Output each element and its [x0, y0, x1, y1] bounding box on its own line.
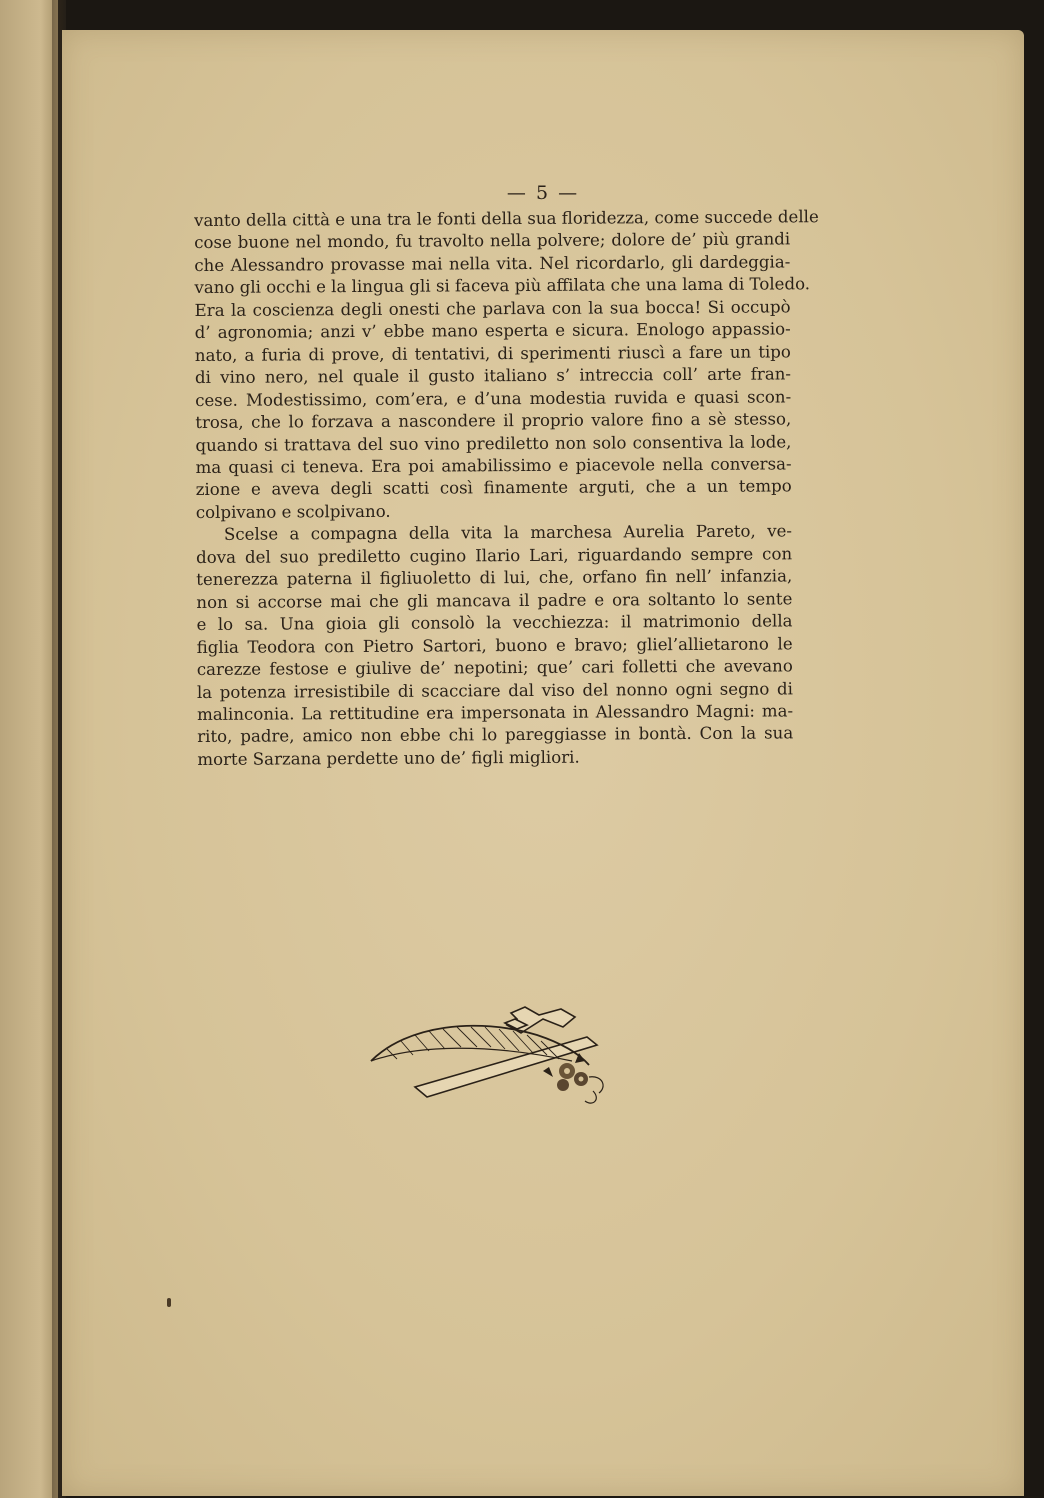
left-page-edge — [0, 0, 58, 1498]
text-line: cose buone nel mondo, fu travolto nella polvere; dolore de’ più grandi — [194, 229, 791, 253]
text-line: malinconia. La rettitudine era impersonata in Alessandro Magni: ma- — [197, 701, 794, 724]
rose-icon — [543, 1053, 603, 1103]
text-line: figlia Teodora con Pietro Sartori, buono e bravo; gliel’allietarono le — [196, 633, 793, 657]
text-line: Scelse a compagna della vita la marchesa Aurelia Pareto, ve- — [223, 521, 793, 545]
cross-feather-ornament — [367, 1005, 617, 1115]
text-line: quando si trattava del suo vino prediletto non solo consentiva la lode, — [195, 431, 792, 455]
text-line: di vino nero, nel quale il gusto italiano s’ intreccia coll’ arte fran- — [194, 364, 792, 388]
text-line: carezze festose e giulive de’ nepotini; que’ cari folletti che avevano — [196, 656, 793, 680]
text-line: la potenza irresistibile di scacciare dal viso del nonno ogni segno di — [196, 678, 793, 702]
text-line: Era la coscienza degli onesti che parlava con la sua bocca! Si occupò — [194, 297, 791, 320]
paper-speck — [167, 1298, 171, 1307]
text-line: tenerezza paterna il figliuoletto di lui, che, orfano fin nell’ infanzia, — [196, 566, 793, 590]
text-line: colpivano e scolpivano. — [195, 501, 391, 522]
text-line: vano gli occhi e la lingua gli si faceva più affilata che una lama di Toledo. — [194, 274, 811, 298]
text-line: e lo sa. Una gioia gli consolò la vecchiezza: il matrimonio della — [196, 611, 793, 635]
cross-icon — [415, 1007, 597, 1097]
text-line: rito, padre, amico non ebbe chi lo pareggiasse in bontà. Con la sua — [197, 723, 794, 747]
text-line: trosa, che lo forzava a nascondere il proprio valore fino a sè stesso, — [195, 409, 792, 433]
text-line: dova del suo prediletto cugino Ilario Lari, riguardando sempre con — [196, 544, 793, 567]
text-line: vanto della città e una tra le fonti della sua floridezza, come succede delle — [194, 207, 819, 230]
text-line: cese. Modestissimo, com’era, e d’una modestia ruvida e quasi scon- — [195, 386, 792, 410]
text-line: zione e aveva degli scatti così finamente arguti, che a un tempo — [195, 476, 792, 500]
document-page — [62, 30, 1024, 1496]
text-line: che Alessandro provasse mai nella vita. Nel ricordarlo, gli dardeggia- — [194, 252, 791, 275]
text-line: nato, a furia di prove, di tentativi, di sperimenti riuscì a fare un tipo — [194, 342, 791, 365]
page-number: — 5 — — [506, 182, 580, 204]
text-line: non si accorse mai che gli mancava il padre e ora soltanto lo sente — [196, 589, 793, 612]
text-line: morte Sarzana perdette uno de’ figli migliori. — [197, 747, 580, 769]
text-line: ma quasi ci teneva. Era poi amabilissimo e piacevole nella conversa- — [195, 454, 792, 477]
text-line: d’ agronomia; anzi v’ ebbe mano esperta e sicura. Enologo appassio- — [194, 319, 791, 343]
body-text — [194, 206, 819, 771]
